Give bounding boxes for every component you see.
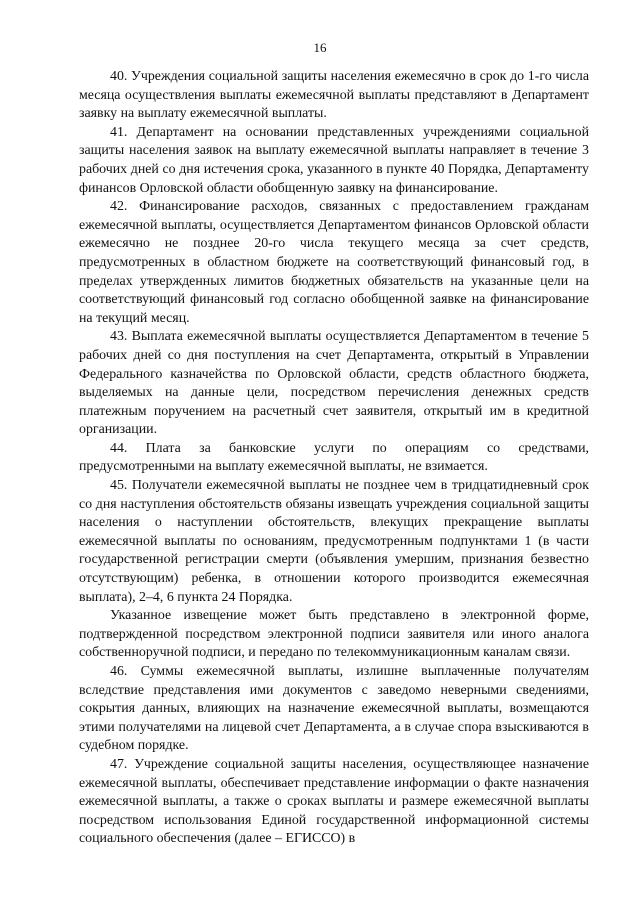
paragraph-45: 45. Получатели ежемесячной выплаты не позднее чем в тридцатидневный срок со дня наступления обстоятельств обязаны извещать учреждения социальной защиты населения о наступлении обстоятельств, влекущих прекращение выплаты ежемесячной выплаты по основаниям, предусмотренным подпунктами 1 (в части государственной регистрации смерти (объявления умершим, признания безвестно отсутствующим) ребенка, в отношении которого производится ежемесячная выплата), 2–4, 6 пункта 24 Порядка. — [79, 478, 589, 605]
page-number: 16 — [313, 40, 327, 55]
paragraph-45-notice: Указанное извещение может быть представлено в электронной форме, подтвержденной посредством электронной подписи заявителя или иного аналога собственноручной подписи, и передано по телекоммуникационным каналам связи. — [79, 608, 589, 661]
paragraph-47: 47. Учреждение социальной защиты населения, осуществляющее назначение ежемесячной выплаты, обеспечивает представление информации о факте назначения ежемесячной выплаты, а также о сроках выплаты и размере ежемесячной выплаты посредством использования Единой государственной информационной системы социального обеспечения (далее – ЕГИССО) в — [79, 756, 589, 847]
paragraph-44: 44. Плата за банковские услуги по операциям со средствами, предусмотренными на выплату ежемесячной выплаты, не взимается. — [79, 440, 589, 475]
paragraph-40: 40. Учреждения социальной защиты населения ежемесячно в срок до 1-го числа месяца осуществления выплаты ежемесячной выплаты представляют в Департамент заявку на выплату ежемесячной выплаты. — [79, 69, 589, 122]
document-body — [79, 68, 589, 849]
paragraph-43: 43. Выплата ежемесячной выплаты осуществляется Департаментом в течение 5 рабочих дней со дня поступления на счет Департамента, открытый в Управлении Федерального казначейства по Орловской области, средств областного бюджета, выделяемых на данные цели, посредством перечисления денежных средств платежным поручением на расчетный счет заявителя, открытый им в кредитной организации. — [79, 329, 589, 438]
paragraph-41: 41. Департамент на основании представленных учреждениями социальной защиты населения заявок на выплату ежемесячной выплаты направляет в течение 3 рабочих дней со дня истечения срока, указанного в пункте 40 Порядка, Департаменту финансов Орловской области обобщенную заявку на финансирование. — [79, 124, 589, 196]
paragraph-42: 42. Финансирование расходов, связанных с предоставлением гражданам ежемесячной выплаты, осуществляется Департаментом финансов Орловской области ежемесячно не позднее 20-го числа текущего месяца за счет средств, предусмотренных в областном бюджете на соответствующий финансовый год, в пределах утвержденных лимитов бюджетных обязательств на указанные цели на соответствующий финансовый год согласно обобщенной заявке на финансирование на текущий месяц. — [79, 199, 589, 326]
paragraph-46: 46. Суммы ежемесячной выплаты, излишне выплаченные получателям вследствие представления ими документов с заведомо неверными сведениями, сокрытия данных, влияющих на назначение ежемесячной выплаты, возмещаются этими получателями на лицевой счет Департамента, а в случае спора взыскиваются в судебном порядке. — [79, 664, 589, 754]
